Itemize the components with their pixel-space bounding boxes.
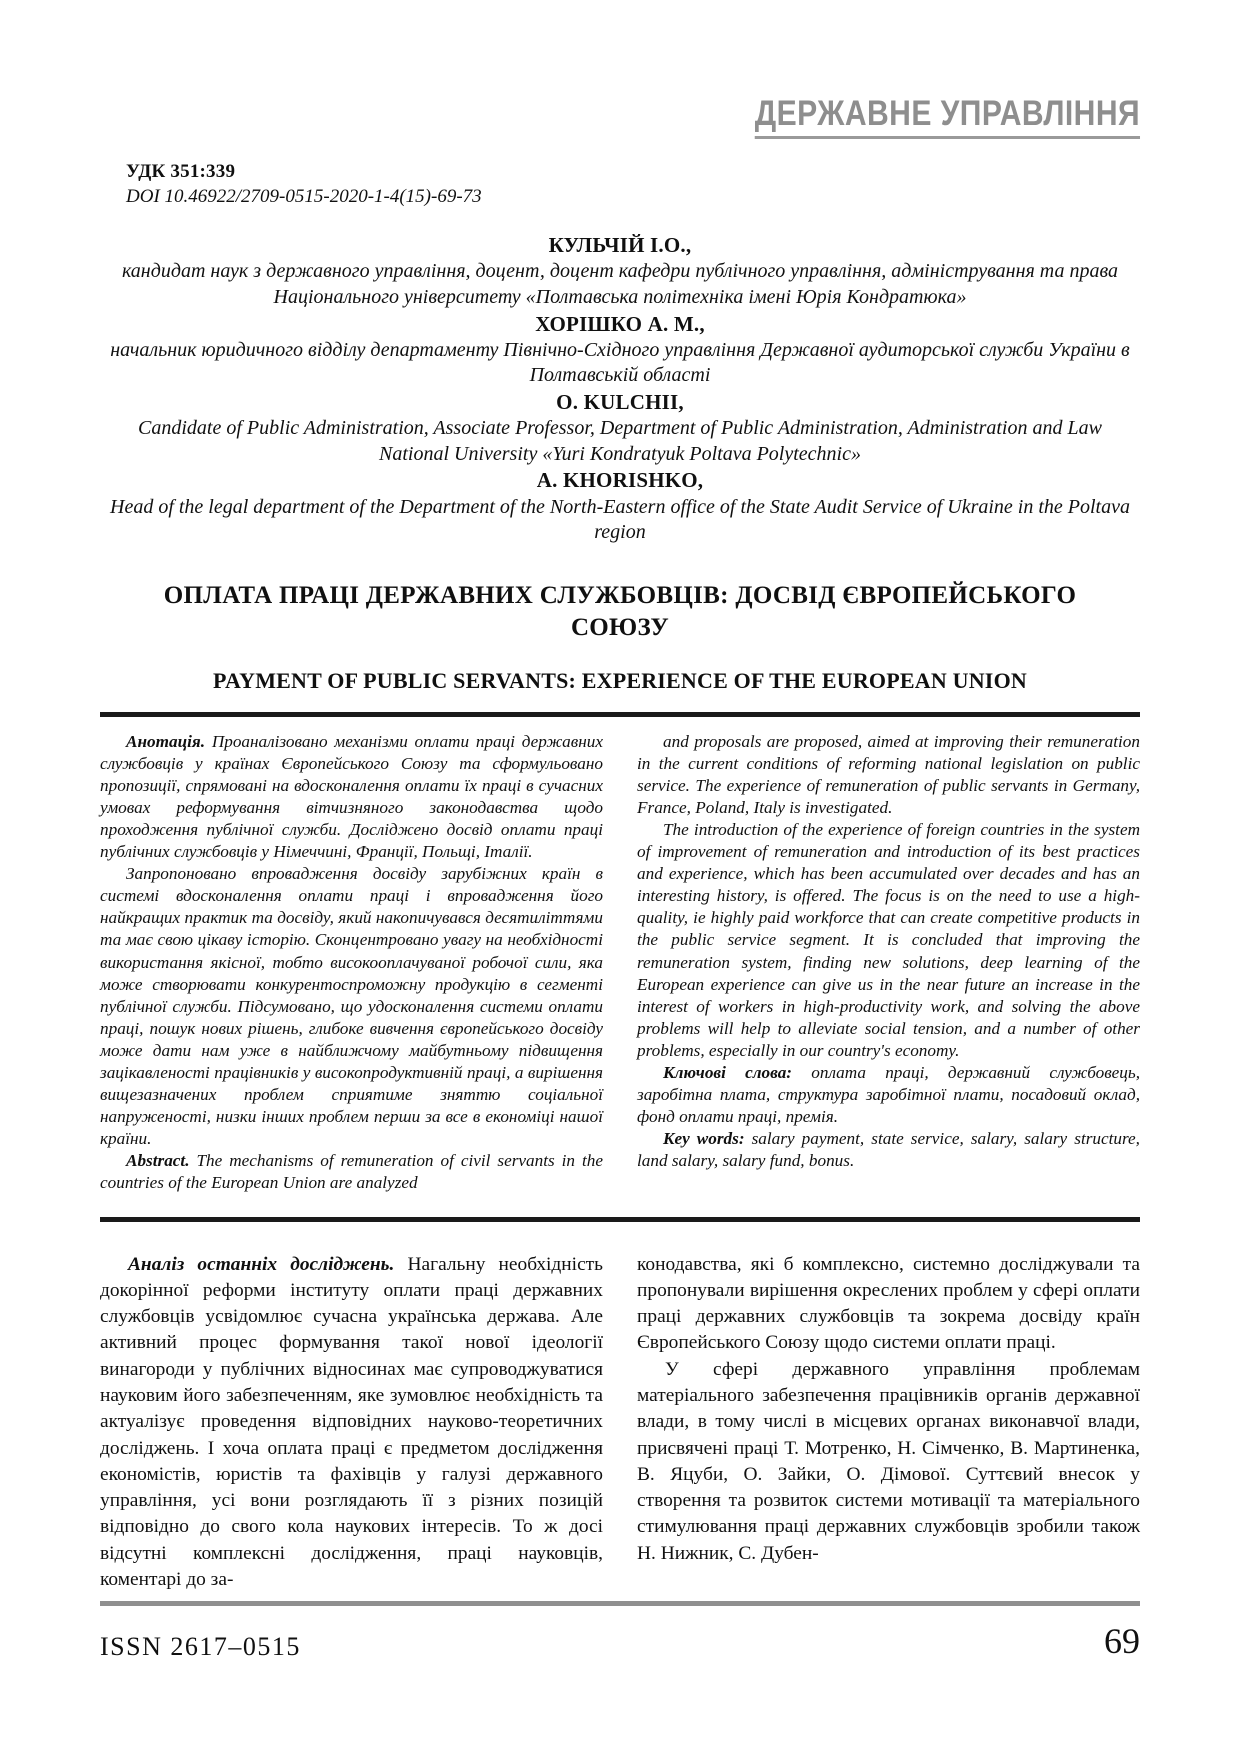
abstract-en-paragraph-1 <box>100 1150 603 1194</box>
author-name-4: A. KHORISHKO, <box>536 468 704 493</box>
body-text-left-1: Нагальну необхідність докорінної реформи інституту оплати праці державних службовців усвідомлює сучасна українська держава. Але активний процес формування такої нової ідеології винагороди у публічних відносинах має супроводжуватися науковим його забезпеченням, яке зумовлює необхідність та актуалізує проведення відповідних науково-теоретичних досліджень. І хоча оплата праці є предметом дослідження економістів, юристів та фахівців у галузі державного управління, усі вони розглядають її з різних позицій відповідно до свого кола наукових інтересів. То ж досі відсутні комплексні дослідження, праці науковців, коментарі до за- <box>100 1253 603 1590</box>
author-affiliation-1: кандидат наук з державного управління, доцент, доцент кафедри публічного управління, адміністрування та права Національного університету «Полтавська політехніка імені Юрія Кондратюка» <box>121 260 1119 308</box>
doi-identifier: DOI 10.46922/2709-0515-2020-1-4(15)-69-73 <box>126 186 482 208</box>
issn-number: ISSN 2617–0515 <box>100 1632 301 1661</box>
keywords-en-text: salary payment, state service, salary, salary structure, land salary, salary fund, bonus. <box>637 1129 1140 1171</box>
body-paragraph-right-2: У сфері державного управління проблемам матеріального забезпечення працівників органів державної влади, в тому числі в місцевих органах виконавчої влади, присвячені праці Т. Мотренко, Н. Сімченко, В. Мартиненка, В. Яцуби, О. Зайки, О. Дімової. Суттєвий внесок у створення та розвиток системи мотивації та матеріального стимулювання праці державних службовців зробили також Н. Нижник, С. Дубен- <box>637 1358 1140 1564</box>
page-number: 69 <box>1104 1621 1140 1661</box>
abstract-en-text-1: The mechanisms of remuneration of civil servants in the countries of the European Union are analyzed <box>100 1151 603 1193</box>
author-affiliation-4: Head of the legal department of the Department of the North-Eastern office of the State Audit Service of Ukraine in the Poltava region <box>110 495 1130 544</box>
author-name-2: ХОРІШКО А. М., <box>535 311 705 336</box>
abstract-en-paragraph-3: The introduction of the experience of foreign countries in the system of improvement of remuneration and introduction of its best practices and experience, which has been accumulated over decades and has an interesting history, is offered. The focus is on the need to use a high-quality, ie highly paid workforce that can create competitive products in the public service segment. It is concluded that improving the remuneration system, finding new solutions, deep learning of the European experience can give us in the near future an increase in the interest of workers in high-productivity work, and solving the above problems will help to alleviate social tension, and a number of other problems, especially in our country's economy. <box>637 819 1140 1060</box>
abstract-ua-paragraph-2: Запропоновано впровадження досвіду зарубіжних країн в системі вдосконалення оплати праці і впровадження його найкращих практик та досвіду, який накопичувався десятиліттями та має свою цікаву історію. Сконцентровано увагу на необхідності використання якісної, тобто високооплачуваної робочої сили, яка може створювати конкурентоспроможну продукцію в сегменті публічної служби. Підсумовано, що удосконалення системи оплати праці, пошук нових рішень, глибоке вивчення європейського досвіду може дати нам уже в найближчому майбутньому підвищення зацікавленості працівників у високопродуктивній праці, а вирішення вищезазначених проблем сприятиме зняттю соціальної напруженості, низки інших проблем перши за все в економіці нашої країни. <box>100 864 603 1149</box>
abstract-columns <box>100 731 1140 1195</box>
abstract-ua-label: Анотація. <box>126 731 206 751</box>
keywords-ukrainian <box>637 1062 1140 1128</box>
keywords-english <box>637 1128 1140 1172</box>
abstract-column-right <box>637 731 1140 1195</box>
author-block <box>100 232 1140 546</box>
abstract-column-left <box>100 731 603 1195</box>
body-column-right <box>637 1252 1140 1594</box>
article-title-english: PAYMENT OF PUBLIC SERVANTS: EXPERIENCE OF THE EUROPEAN UNION <box>213 667 1027 693</box>
author-name-1: КУЛЬЧІЙ І.О., <box>548 233 692 258</box>
running-head: ДЕРЖАВНЕ УПРАВЛІННЯ <box>755 96 1140 139</box>
article-title-ukrainian: ОПЛАТА ПРАЦІ ДЕРЖАВНИХ СЛУЖБОВЦІВ: ДОСВІД ЄВРОПЕЙСЬКОГО СОЮЗУ <box>163 581 1077 642</box>
abstract-ua-text-1: Проаналізовано механізми оплати праці державних службовців у країнах Європейського Союзу та сформульовано пропозиції, спрямовані на вдосконалення оплати їх праці в сучасних умовах реформування вітчизняного законодавства щодо проходження публічної служби. Досліджено досвід оплати праці публічних службовців у Німеччині, Франції, Польщі, Італії. <box>100 731 603 862</box>
author-affiliation-2: начальник юридичного відділу департаменту Північно-Східного управління Державної аудиторської служби України в Полтавській області <box>110 338 1130 387</box>
abstract-en-paragraph-2: and proposals are proposed, aimed at improving their remuneration in the current conditions of reforming national legislation on public service. The experience of remuneration of public servants in Germany, France, Poland, Italy is investigated. <box>637 731 1140 817</box>
title-divider-rule <box>100 712 1140 717</box>
abstract-body-divider-rule <box>100 1217 1140 1222</box>
running-head-container <box>100 0 1140 139</box>
abstract-ua-paragraph-1 <box>100 731 603 864</box>
page-footer <box>100 1620 1140 1662</box>
body-column-left <box>100 1252 603 1594</box>
abstract-en-label: Abstract. <box>126 1151 190 1171</box>
keywords-ua-text: оплата праці, державний службовець, заробітна плата, структура заробітної плати, посадовий оклад, фонд оплати праці, премія. <box>637 1062 1141 1127</box>
article-metadata <box>100 159 1140 210</box>
body-paragraph-right-1: конодавства, які б комплексно, системно досліджували та пропонували вирішення окреслених проблем у сфері оплати праці державних службовців та зокрема досвіду країн Європейського Союзу щодо системи оплати праці. <box>637 1253 1140 1354</box>
author-affiliation-3: Candidate of Public Administration, Associate Professor, Department of Public Administration, Administration and Law National University «Yuri Kondratyuk Poltava Polytechnic» <box>138 417 1102 465</box>
udc-code: УДК 351:339 <box>126 160 236 182</box>
body-section-heading: Аналіз останніх досліджень. <box>128 1253 395 1275</box>
body-paragraph-left-1 <box>100 1252 603 1594</box>
keywords-ua-label: Ключові слова: <box>663 1062 793 1082</box>
body-columns <box>100 1252 1140 1594</box>
keywords-en-label: Key words: <box>663 1129 745 1149</box>
footer-divider-rule <box>100 1601 1140 1606</box>
author-name-3: O. KULCHII, <box>556 390 684 414</box>
